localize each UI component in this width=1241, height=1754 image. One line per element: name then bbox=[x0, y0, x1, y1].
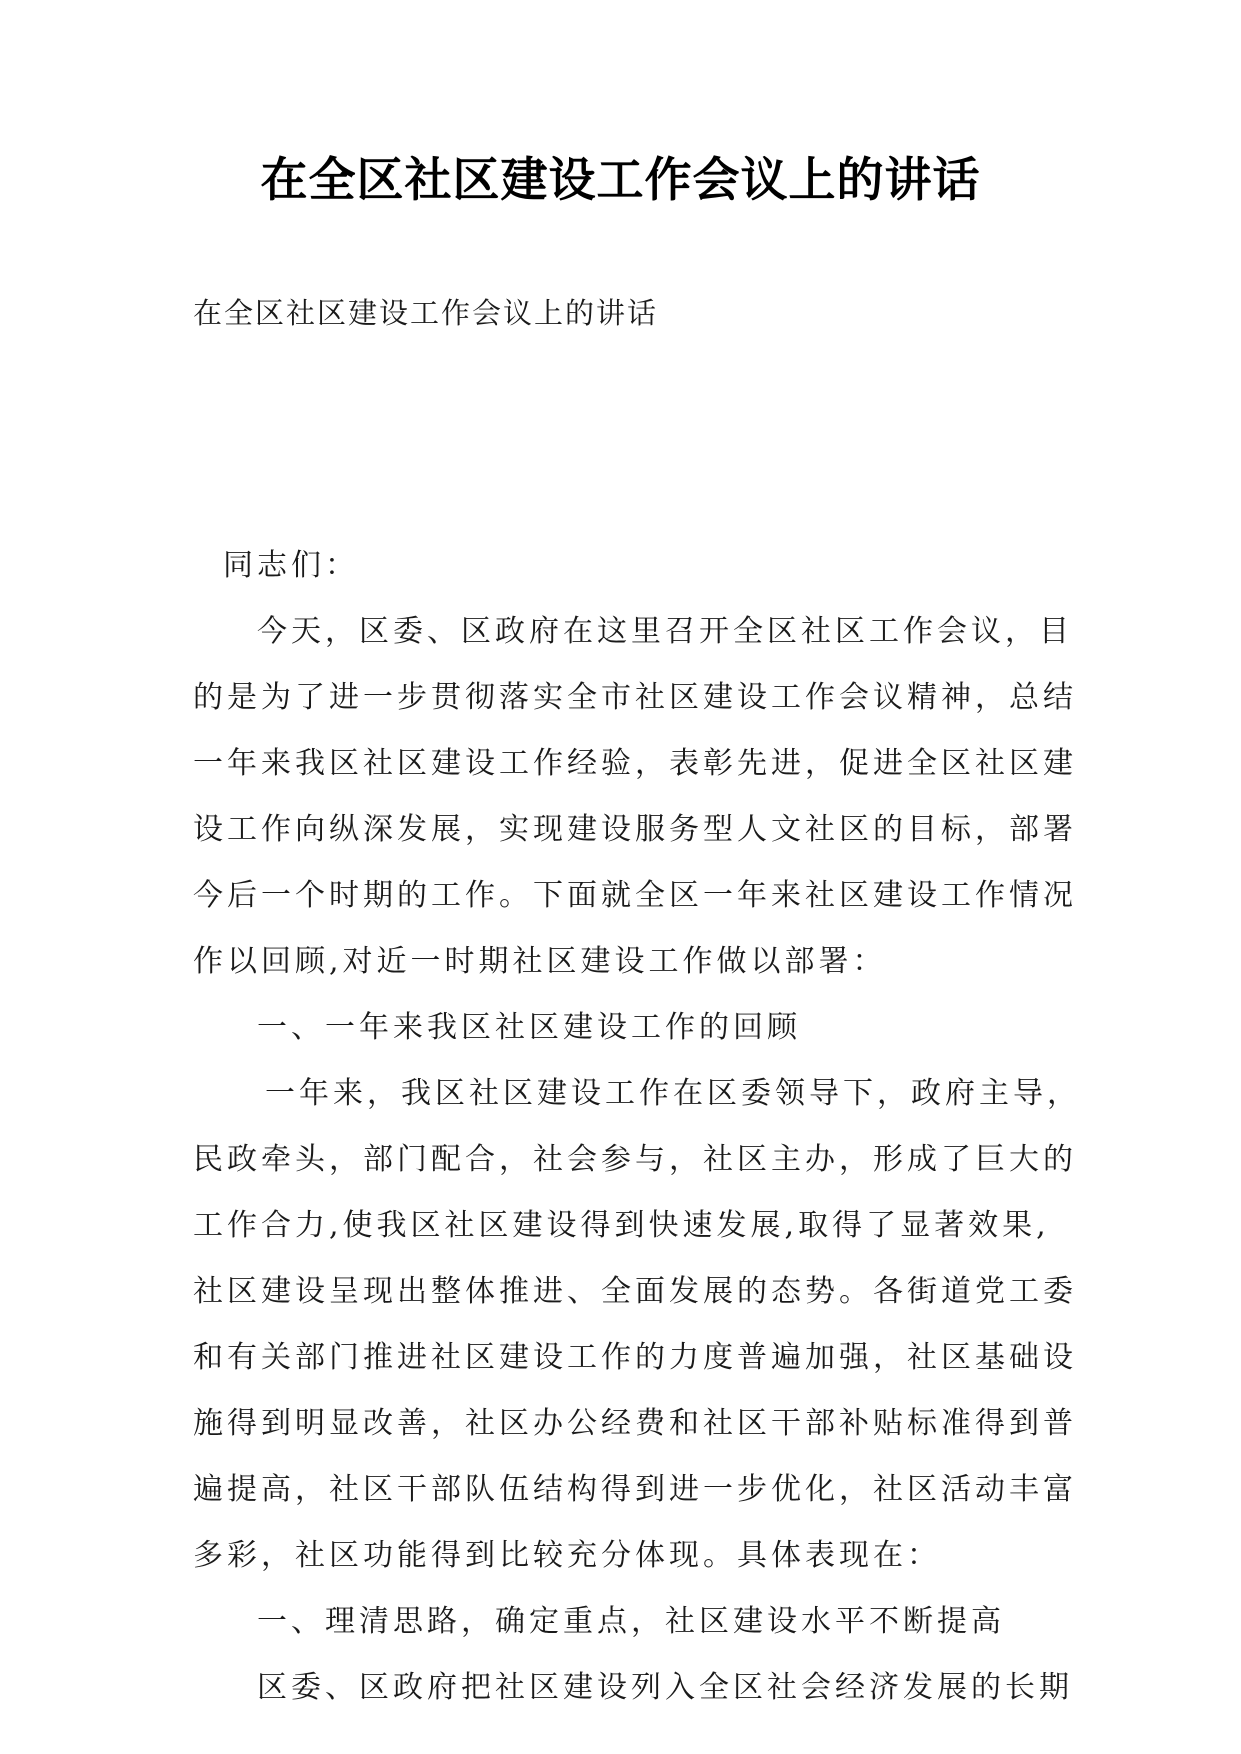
paragraph-line: 多彩，社区功能得到比较充分体现。具体表现在： bbox=[193, 1538, 941, 1573]
document-title: 在全区社区建设工作会议上的讲话 bbox=[260, 153, 981, 208]
paragraph-line: 遍提高，社区干部队伍结构得到进一步优化，社区活动丰富 bbox=[193, 1472, 1077, 1507]
document-body bbox=[193, 533, 1081, 1721]
paragraph-line: 施得到明显改善，社区办公经费和社区干部补贴标准得到普 bbox=[193, 1406, 1077, 1441]
salutation-line: 同志们： bbox=[223, 548, 359, 583]
paragraph-line: 的是为了进一步贯彻落实全市社区建设工作会议精神，总结 bbox=[193, 680, 1077, 715]
paragraph-line: 区委、区政府把社区建设列入全区社会经济发展的长期 bbox=[257, 1670, 1073, 1705]
paragraph-line: 民政牵头，部门配合，社会参与，社区主办，形成了巨大的 bbox=[193, 1142, 1077, 1177]
document-subtitle: 在全区社区建设工作会议上的讲话 bbox=[193, 296, 659, 330]
paragraph-line: 作以回顾,对近一时期社区建设工作做以部署： bbox=[193, 944, 887, 979]
paragraph-line: 今天，区委、区政府在这里召开全区社区工作会议，目 bbox=[257, 614, 1073, 649]
paragraph-line: 工作合力,使我区社区建设得到快速发展,取得了显著效果, bbox=[193, 1208, 1050, 1243]
paragraph-line: 和有关部门推进社区建设工作的力度普遍加强，社区基础设 bbox=[193, 1340, 1077, 1375]
paragraph-line: 设工作向纵深发展，实现建设服务型人文社区的目标，部署 bbox=[193, 812, 1077, 847]
paragraph-line: 一年来我区社区建设工作经验，表彰先进，促进全区社区建 bbox=[193, 746, 1077, 781]
section-heading: 一、理清思路，确定重点，社区建设水平不断提高 bbox=[257, 1604, 1005, 1639]
paragraph-line: 今后一个时期的工作。下面就全区一年来社区建设工作情况 bbox=[193, 878, 1077, 913]
section-heading: 一、一年来我区社区建设工作的回顾 bbox=[257, 1010, 801, 1045]
paragraph-line: 社区建设呈现出整体推进、全面发展的态势。各街道党工委 bbox=[193, 1274, 1077, 1309]
paragraph-line: 一年来，我区社区建设工作在区委领导下，政府主导， bbox=[265, 1076, 1081, 1111]
